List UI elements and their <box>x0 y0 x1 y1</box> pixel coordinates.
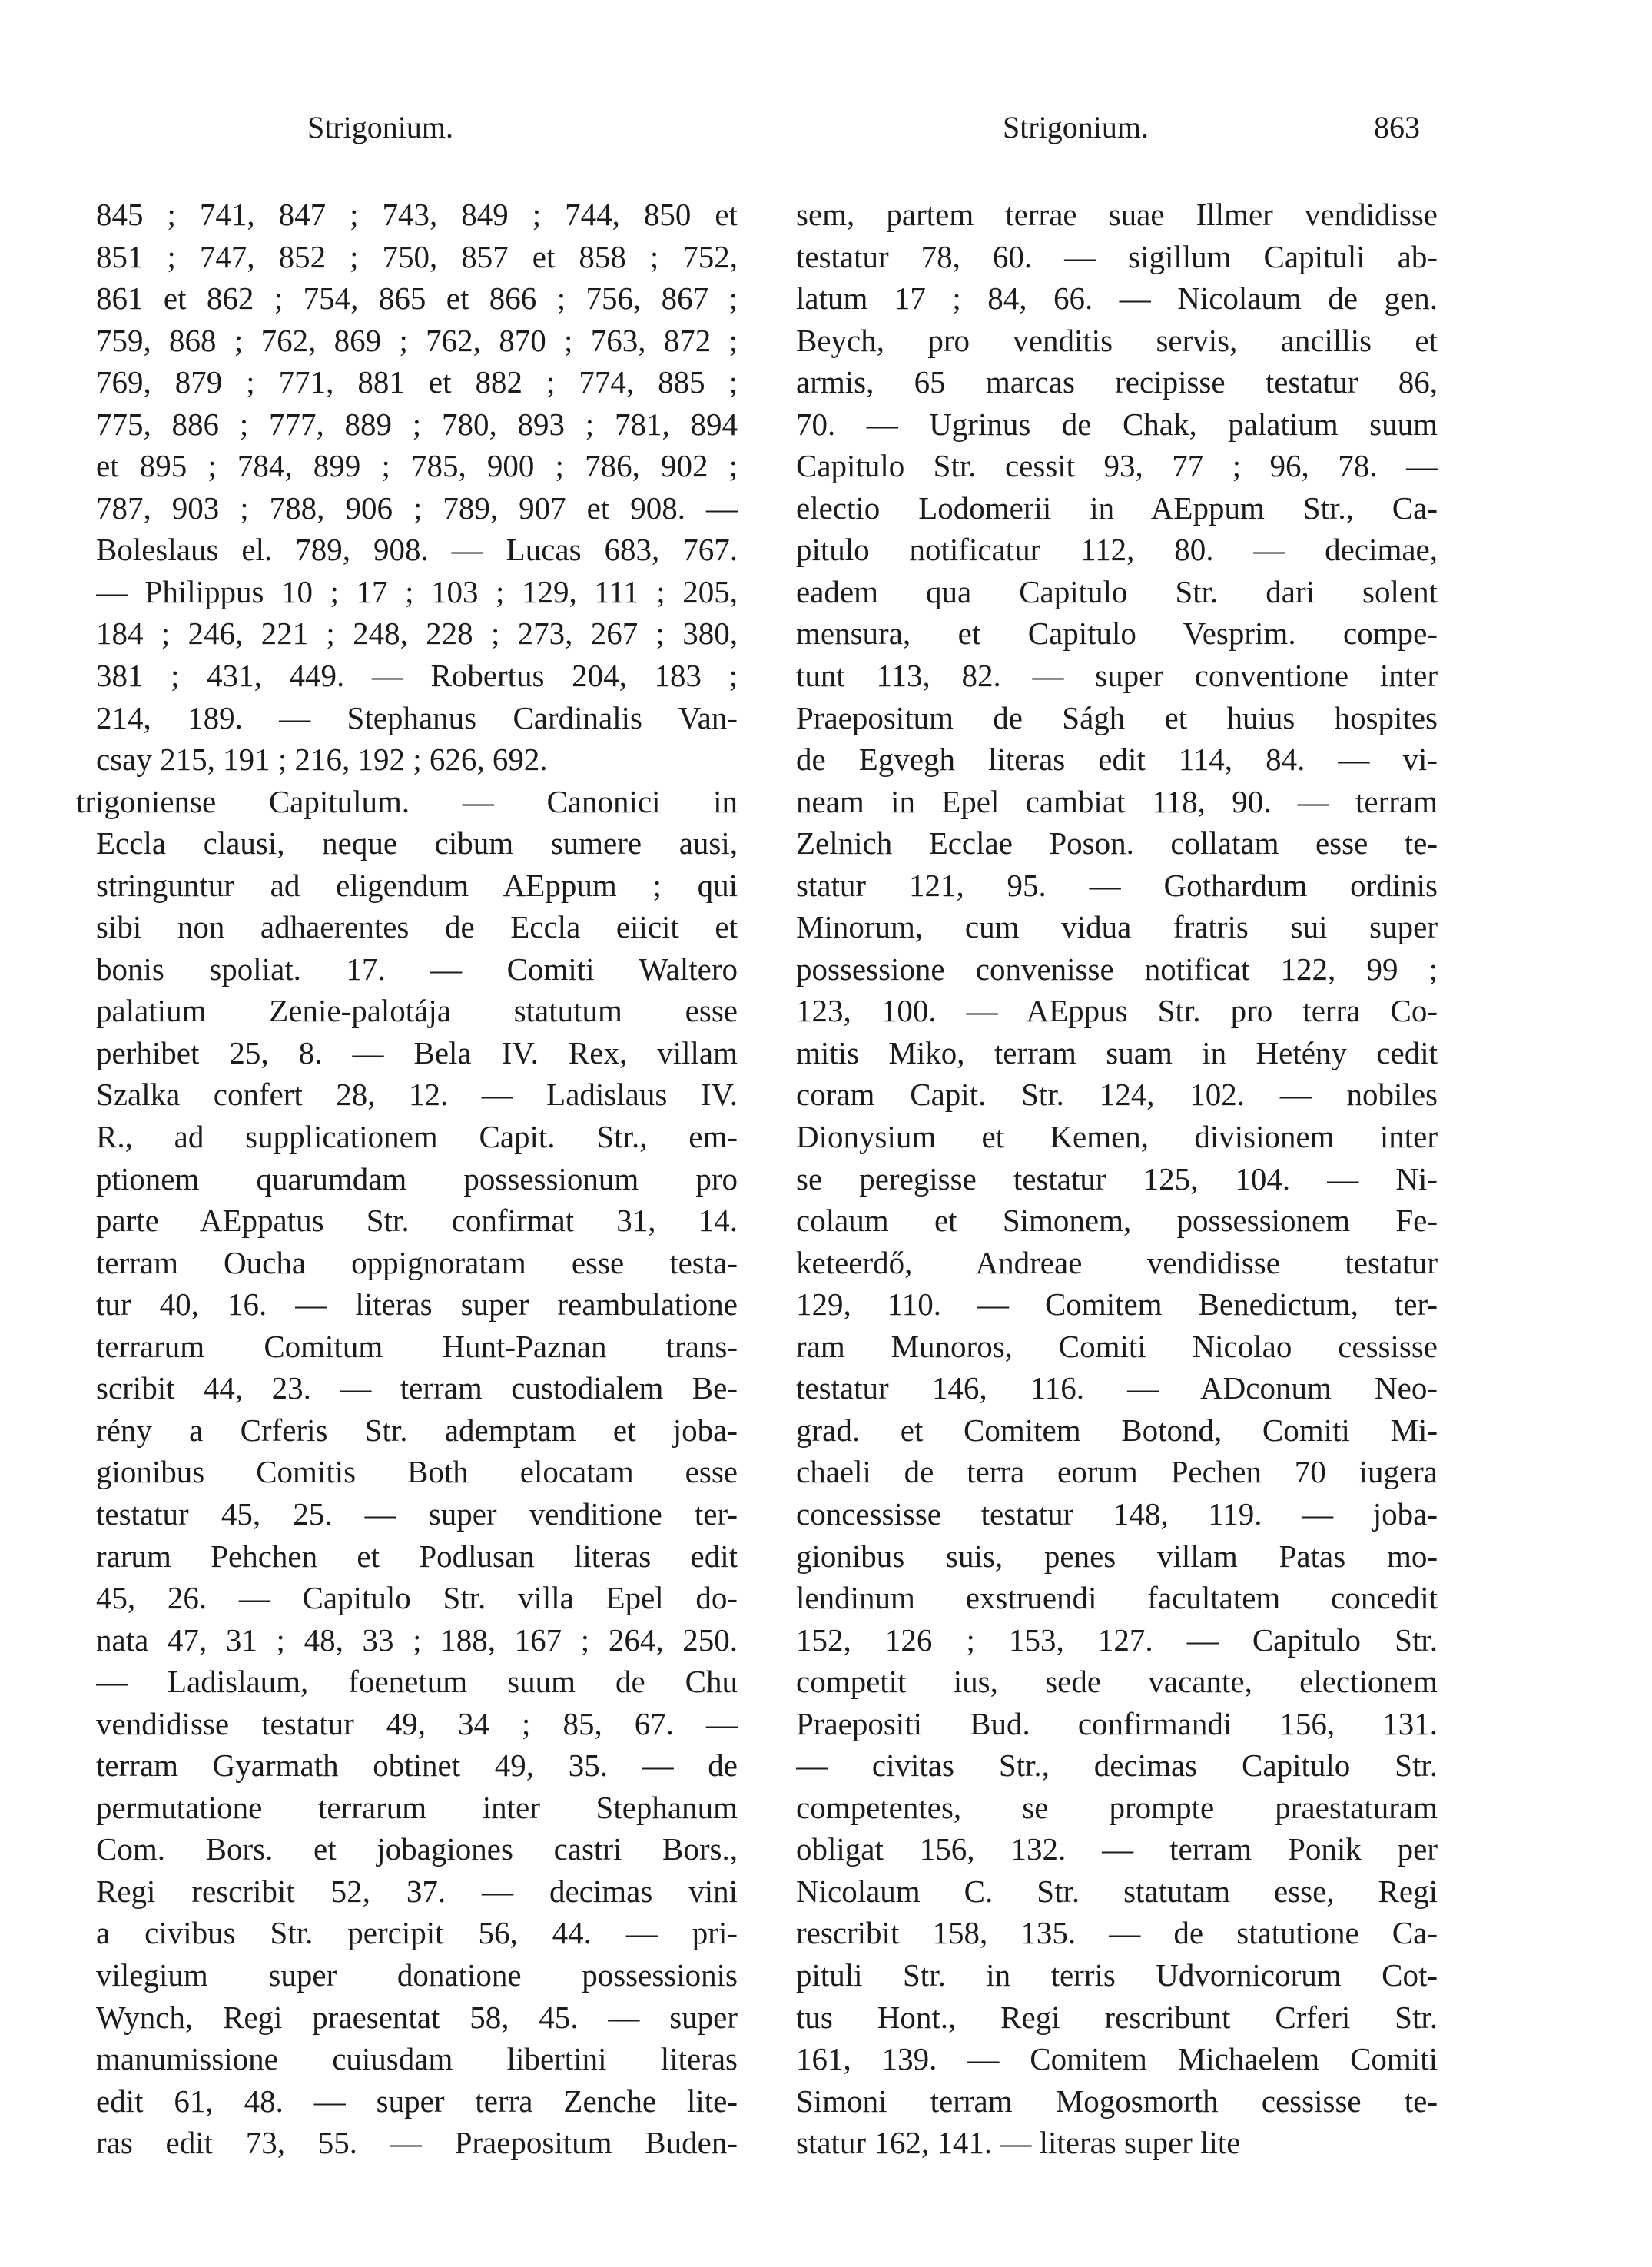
text-line: de Egvegh literas edit 114, 84. — vi- <box>796 742 1438 778</box>
text-line: competentes, se prompte praestaturam <box>796 1789 1438 1825</box>
text-line: 161, 139. — Comitem Michaelem Comiti <box>796 2041 1438 2077</box>
text-line: Nicolaum C. Str. statutam esse, Regi <box>796 1873 1438 1909</box>
left-running-head: Strigonium. <box>307 110 454 144</box>
text-line: electio Lodomerii in AEppum Str., Ca- <box>796 490 1438 526</box>
right-column <box>796 194 1438 2164</box>
text-line: eadem qua Capitulo Str. dari solent <box>796 573 1438 609</box>
text-line: manumissione cuiusdam libertini literas <box>96 2041 738 2077</box>
text-line: tur 40, 16. — literas super reambulatione <box>96 1286 738 1323</box>
text-line: perhibet 25, 8. — Bela IV. Rex, villam <box>96 1034 738 1070</box>
text-line: Simoni terram Mogosmorth cessisse te- <box>796 2083 1438 2119</box>
text-line: 129, 110. — Comitem Benedictum, ter- <box>796 1286 1438 1323</box>
text-line: Praepositi Bud. confirmandi 156, 131. <box>796 1705 1438 1741</box>
text-line: — Philippus 10 ; 17 ; 103 ; 129, 111 ; 205, <box>96 573 738 609</box>
text-line: latum 17 ; 84, 66. — Nicolaum de gen. <box>796 280 1438 317</box>
text-line: Boleslaus el. 789, 908. — Lucas 683, 767. <box>96 532 738 568</box>
text-line: lendinum exstruendi facultatem concedit <box>796 1580 1438 1616</box>
text-line: 123, 100. — AEppus Str. pro terra Co- <box>796 993 1438 1029</box>
text-line: ptionem quarumdam possessionum pro <box>96 1160 738 1197</box>
text-line: pituli Str. in terris Udvornicorum Cot- <box>796 1957 1438 1993</box>
text-line: testatur 78, 60. — sigillum Capituli ab- <box>796 238 1438 274</box>
text-line: Praepositum de Ságh et huius hospites <box>796 699 1438 735</box>
text-line: 787, 903 ; 788, 906 ; 789, 907 et 908. — <box>96 490 738 526</box>
text-line: 381 ; 431, 449. — Robertus 204, 183 ; <box>96 658 738 694</box>
text-line: trigoniense Capitulum. — Canonici in <box>76 783 738 819</box>
text-line: terram Oucha oppignoratam esse testa- <box>96 1244 738 1280</box>
text-line: terrarum Comitum Hunt-Paznan trans- <box>96 1328 738 1364</box>
text-line: gionibus Comitis Both elocatam esse <box>96 1454 738 1490</box>
text-line: colaum et Simonem, possessionem Fe- <box>796 1203 1438 1239</box>
text-line: concessisse testatur 148, 119. — joba- <box>796 1495 1438 1532</box>
text-line: tunt 113, 82. — super conventione inter <box>796 658 1438 694</box>
text-line: et 895 ; 784, 899 ; 785, 900 ; 786, 902 ; <box>96 448 738 484</box>
text-line: Zelnich Ecclae Poson. collatam esse te- <box>796 825 1438 861</box>
text-line: rarum Pehchen et Podlusan literas edit <box>96 1538 738 1574</box>
text-line: sem, partem terrae suae Illmer vendidisse <box>796 197 1438 232</box>
text-line: permutatione terrarum inter Stephanum <box>96 1789 738 1825</box>
text-line: vilegium super donatione possessionis <box>96 1957 738 1993</box>
text-line: Com. Bors. et jobagiones castri Bors., <box>96 1831 738 1867</box>
text-line: coram Capit. Str. 124, 102. — nobiles <box>796 1077 1438 1113</box>
text-line: neam in Epel cambiat 118, 90. — terram <box>796 783 1438 819</box>
text-line: statur 121, 95. — Gothardum ordinis <box>796 867 1438 903</box>
text-line: 45, 26. — Capitulo Str. villa Epel do- <box>96 1580 738 1616</box>
text-line: ram Munoros, Comiti Nicolao cessisse <box>796 1328 1438 1364</box>
text-line: scribit 44, 23. — terram custodialem Be- <box>96 1370 738 1406</box>
text-line: pitulo notificatur 112, 80. — decimae, <box>796 532 1438 568</box>
text-line: testatur 146, 116. — ADconum Neo- <box>796 1370 1438 1406</box>
text-line: 184 ; 246, 221 ; 248, 228 ; 273, 267 ; 380, <box>96 616 738 652</box>
right-running-head: Strigonium. <box>1003 110 1149 144</box>
text-line: Eccla clausi, neque cibum sumere ausi, <box>96 825 738 861</box>
text-line: ras edit 73, 55. — Praepositum Buden- <box>96 2125 738 2161</box>
text-line: possessione convenisse notificat 122, 99 ; <box>796 951 1438 987</box>
text-line: nata 47, 31 ; 48, 33 ; 188, 167 ; 264, 250. <box>96 1621 738 1658</box>
text-line: terram Gyarmath obtinet 49, 35. — de <box>96 1748 738 1784</box>
left-column <box>76 194 738 2164</box>
text-line: vendidisse testatur 49, 34 ; 85, 67. — <box>96 1705 738 1741</box>
text-line: 851 ; 747, 852 ; 750, 857 et 858 ; 752, <box>96 238 738 274</box>
text-line: mitis Miko, terram suam in Hetény cedit <box>796 1034 1438 1070</box>
text-line: csay 215, 191 ; 216, 192 ; 626, 692. <box>96 742 548 778</box>
text-line: 775, 886 ; 777, 889 ; 780, 893 ; 781, 894 <box>96 406 738 442</box>
text-line: 152, 126 ; 153, 127. — Capitulo Str. <box>796 1621 1438 1658</box>
text-line: edit 61, 48. — super terra Zenche lite- <box>96 2083 738 2119</box>
text-line: statur 162, 141. — literas super lite <box>796 2125 1241 2161</box>
text-line: keteerdő, Andreae vendidisse testatur <box>796 1244 1438 1280</box>
text-line: — civitas Str., decimas Capitulo Str. <box>796 1748 1438 1784</box>
text-line: 861 et 862 ; 754, 865 et 866 ; 756, 867 ; <box>96 280 738 317</box>
text-line: stringuntur ad eligendum AEppum ; qui <box>96 867 738 903</box>
text-line: mensura, et Capitulo Vesprim. compe- <box>796 616 1438 652</box>
page-number: 863 <box>1374 110 1420 144</box>
text-line: 845 ; 741, 847 ; 743, 849 ; 744, 850 et <box>96 197 738 232</box>
text-line: 769, 879 ; 771, 881 et 882 ; 774, 885 ; <box>96 364 738 400</box>
text-line: 70. — Ugrinus de Chak, palatium suum <box>796 406 1438 442</box>
text-line: R., ad supplicationem Capit. Str., em- <box>96 1119 738 1155</box>
text-line: armis, 65 marcas recipisse testatur 86, <box>796 364 1438 400</box>
text-line: a civibus Str. percipit 56, 44. — pri- <box>96 1915 738 1951</box>
text-line: tus Hont., Regi rescribunt Crferi Str. <box>796 1999 1438 2035</box>
text-line: competit ius, sede vacante, electionem <box>796 1664 1438 1700</box>
text-line: palatium Zenie-palotája statutum esse <box>96 993 738 1029</box>
text-line: Beych, pro venditis servis, ancillis et <box>796 322 1438 358</box>
text-line: bonis spoliat. 17. — Comiti Waltero <box>96 951 738 987</box>
text-line: gionibus suis, penes villam Patas mo- <box>796 1538 1438 1574</box>
text-line: chaeli de terra eorum Pechen 70 iugera <box>796 1454 1438 1490</box>
text-line: obligat 156, 132. — terram Ponik per <box>796 1831 1438 1867</box>
text-line: rescribit 158, 135. — de statutione Ca- <box>796 1915 1438 1951</box>
text-line: se peregisse testatur 125, 104. — Ni- <box>796 1160 1438 1197</box>
text-line: parte AEppatus Str. confirmat 31, 14. <box>96 1203 738 1239</box>
text-line: Wynch, Regi praesentat 58, 45. — super <box>96 1999 738 2035</box>
text-line: 759, 868 ; 762, 869 ; 762, 870 ; 763, 872 ; <box>96 322 738 358</box>
text-line: testatur 45, 25. — super venditione ter- <box>96 1495 738 1532</box>
text-line: Capitulo Str. cessit 93, 77 ; 96, 78. — <box>796 448 1438 484</box>
text-line: Dionysium et Kemen, divisionem inter <box>796 1119 1438 1155</box>
text-line: Regi rescribit 52, 37. — decimas vini <box>96 1873 738 1909</box>
text-line: Minorum, cum vidua fratris sui super <box>796 909 1438 945</box>
text-line: rény a Crferis Str. ademptam et joba- <box>96 1412 738 1448</box>
text-line: 214, 189. — Stephanus Cardinalis Van- <box>96 699 738 735</box>
text-line: — Ladislaum, foenetum suum de Chu <box>96 1664 738 1700</box>
text-line: grad. et Comitem Botond, Comiti Mi- <box>796 1412 1438 1448</box>
text-line: sibi non adhaerentes de Eccla eiicit et <box>96 909 738 945</box>
text-line: Szalka confert 28, 12. — Ladislaus IV. <box>96 1077 738 1113</box>
